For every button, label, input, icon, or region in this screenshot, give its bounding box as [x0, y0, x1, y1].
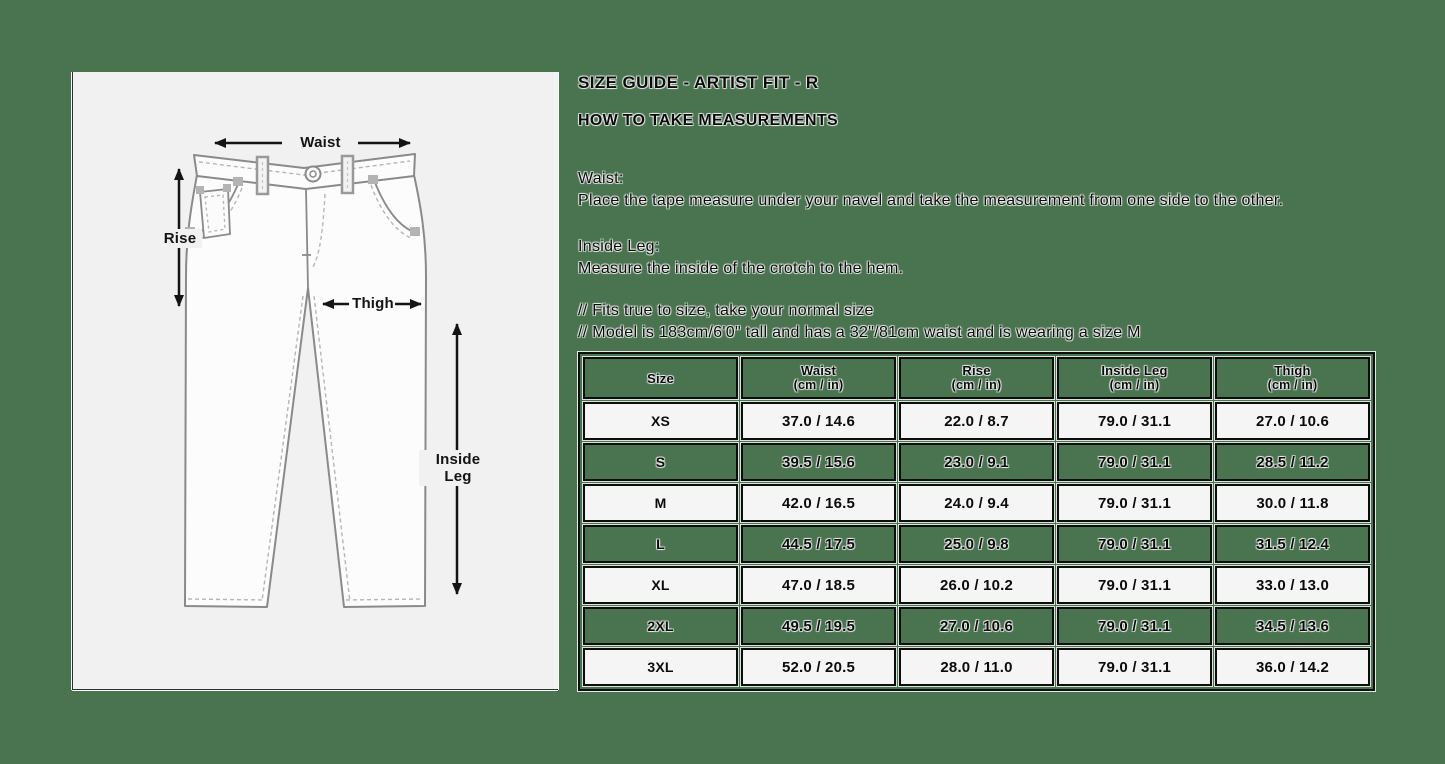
- waist-button: [306, 167, 321, 182]
- instruction-inside-leg-heading: Inside Leg:: [578, 238, 660, 255]
- cell-size: 3XL: [583, 648, 738, 686]
- cell-inside-leg: 79.0 / 31.1: [1057, 566, 1212, 604]
- table-row-2xl: [583, 607, 1370, 645]
- cell-rise: 27.0 / 10.6: [899, 607, 1054, 645]
- column-header-inside-leg: Inside Leg (cm / in): [1057, 357, 1212, 399]
- diagram-label-waist: Waist: [300, 134, 341, 151]
- instruction-waist: [578, 168, 1283, 212]
- cell-waist: 49.5 / 19.5: [741, 607, 896, 645]
- cell-thigh: 36.0 / 14.2: [1215, 648, 1370, 686]
- cell-size: XL: [583, 566, 738, 604]
- column-header-waist: Waist (cm / in): [741, 357, 896, 399]
- section-heading-how-to: HOW TO TAKE MEASUREMENTS: [578, 112, 838, 129]
- cell-size: 2XL: [583, 607, 738, 645]
- cell-inside-leg: 79.0 / 31.1: [1057, 443, 1212, 481]
- cell-inside-leg: 79.0 / 31.1: [1057, 525, 1212, 563]
- cell-waist: 39.5 / 15.6: [741, 443, 896, 481]
- size-chart-header: [583, 357, 1370, 399]
- cell-size: M: [583, 484, 738, 522]
- diagram-label-rise: Rise: [158, 229, 202, 248]
- column-header-rise: Rise (cm / in): [899, 357, 1054, 399]
- cell-size: XS: [583, 402, 738, 440]
- table-row-l: [583, 525, 1370, 563]
- cell-waist: 52.0 / 20.5: [741, 648, 896, 686]
- pants-diagram-illustration: [73, 72, 558, 689]
- cell-inside-leg: 79.0 / 31.1: [1057, 402, 1212, 440]
- instruction-inside-leg: [578, 236, 903, 280]
- cell-inside-leg: 79.0 / 31.1: [1057, 484, 1212, 522]
- diagram-label-thigh: Thigh: [352, 295, 394, 312]
- cell-thigh: 28.5 / 11.2: [1215, 443, 1370, 481]
- cell-thigh: 30.0 / 11.8: [1215, 484, 1370, 522]
- cell-thigh: 27.0 / 10.6: [1215, 402, 1370, 440]
- pants-body-outline: [185, 175, 426, 607]
- table-row-xl: [583, 566, 1370, 604]
- measurement-diagram-panel: [72, 72, 558, 690]
- table-row-s: [583, 443, 1370, 481]
- table-row-m: [583, 484, 1370, 522]
- cell-size: L: [583, 525, 738, 563]
- cell-thigh: 33.0 / 13.0: [1215, 566, 1370, 604]
- cell-rise: 22.0 / 8.7: [899, 402, 1054, 440]
- column-header-size: Size: [583, 357, 738, 399]
- size-chart-table: [578, 352, 1375, 691]
- cell-inside-leg: 79.0 / 31.1: [1057, 607, 1212, 645]
- page-title: SIZE GUIDE - ARTIST FIT - R: [578, 73, 819, 92]
- column-header-thigh: Thigh (cm / in): [1215, 357, 1370, 399]
- cell-waist: 42.0 / 16.5: [741, 484, 896, 522]
- cell-waist: 37.0 / 14.6: [741, 402, 896, 440]
- cell-rise: 28.0 / 11.0: [899, 648, 1054, 686]
- fit-note-model: // Model is 183cm/6'0" tall and has a 32"/81cm waist and is wearing a size M: [578, 324, 1141, 341]
- fit-notes: [578, 300, 1141, 344]
- cell-inside-leg: 79.0 / 31.1: [1057, 648, 1212, 686]
- table-row-3xl: [583, 648, 1370, 686]
- instruction-waist-heading: Waist:: [578, 170, 624, 187]
- cell-rise: 24.0 / 9.4: [899, 484, 1054, 522]
- cell-rise: 25.0 / 9.8: [899, 525, 1054, 563]
- cell-waist: 47.0 / 18.5: [741, 566, 896, 604]
- cell-thigh: 34.5 / 13.6: [1215, 607, 1370, 645]
- fit-note-true-to-size: // Fits true to size, take your normal size: [578, 302, 874, 319]
- diagram-label-inside-leg: Inside Leg: [419, 450, 497, 486]
- cell-rise: 26.0 / 10.2: [899, 566, 1054, 604]
- cell-rise: 23.0 / 9.1: [899, 443, 1054, 481]
- cell-thigh: 31.5 / 12.4: [1215, 525, 1370, 563]
- table-row-xs: [583, 402, 1370, 440]
- cell-size: S: [583, 443, 738, 481]
- instruction-waist-body: Place the tape measure under your navel and take the measurement from one side to the other.: [578, 192, 1284, 209]
- cell-waist: 44.5 / 17.5: [741, 525, 896, 563]
- instruction-inside-leg-body: Measure the inside of the crotch to the hem.: [578, 260, 904, 277]
